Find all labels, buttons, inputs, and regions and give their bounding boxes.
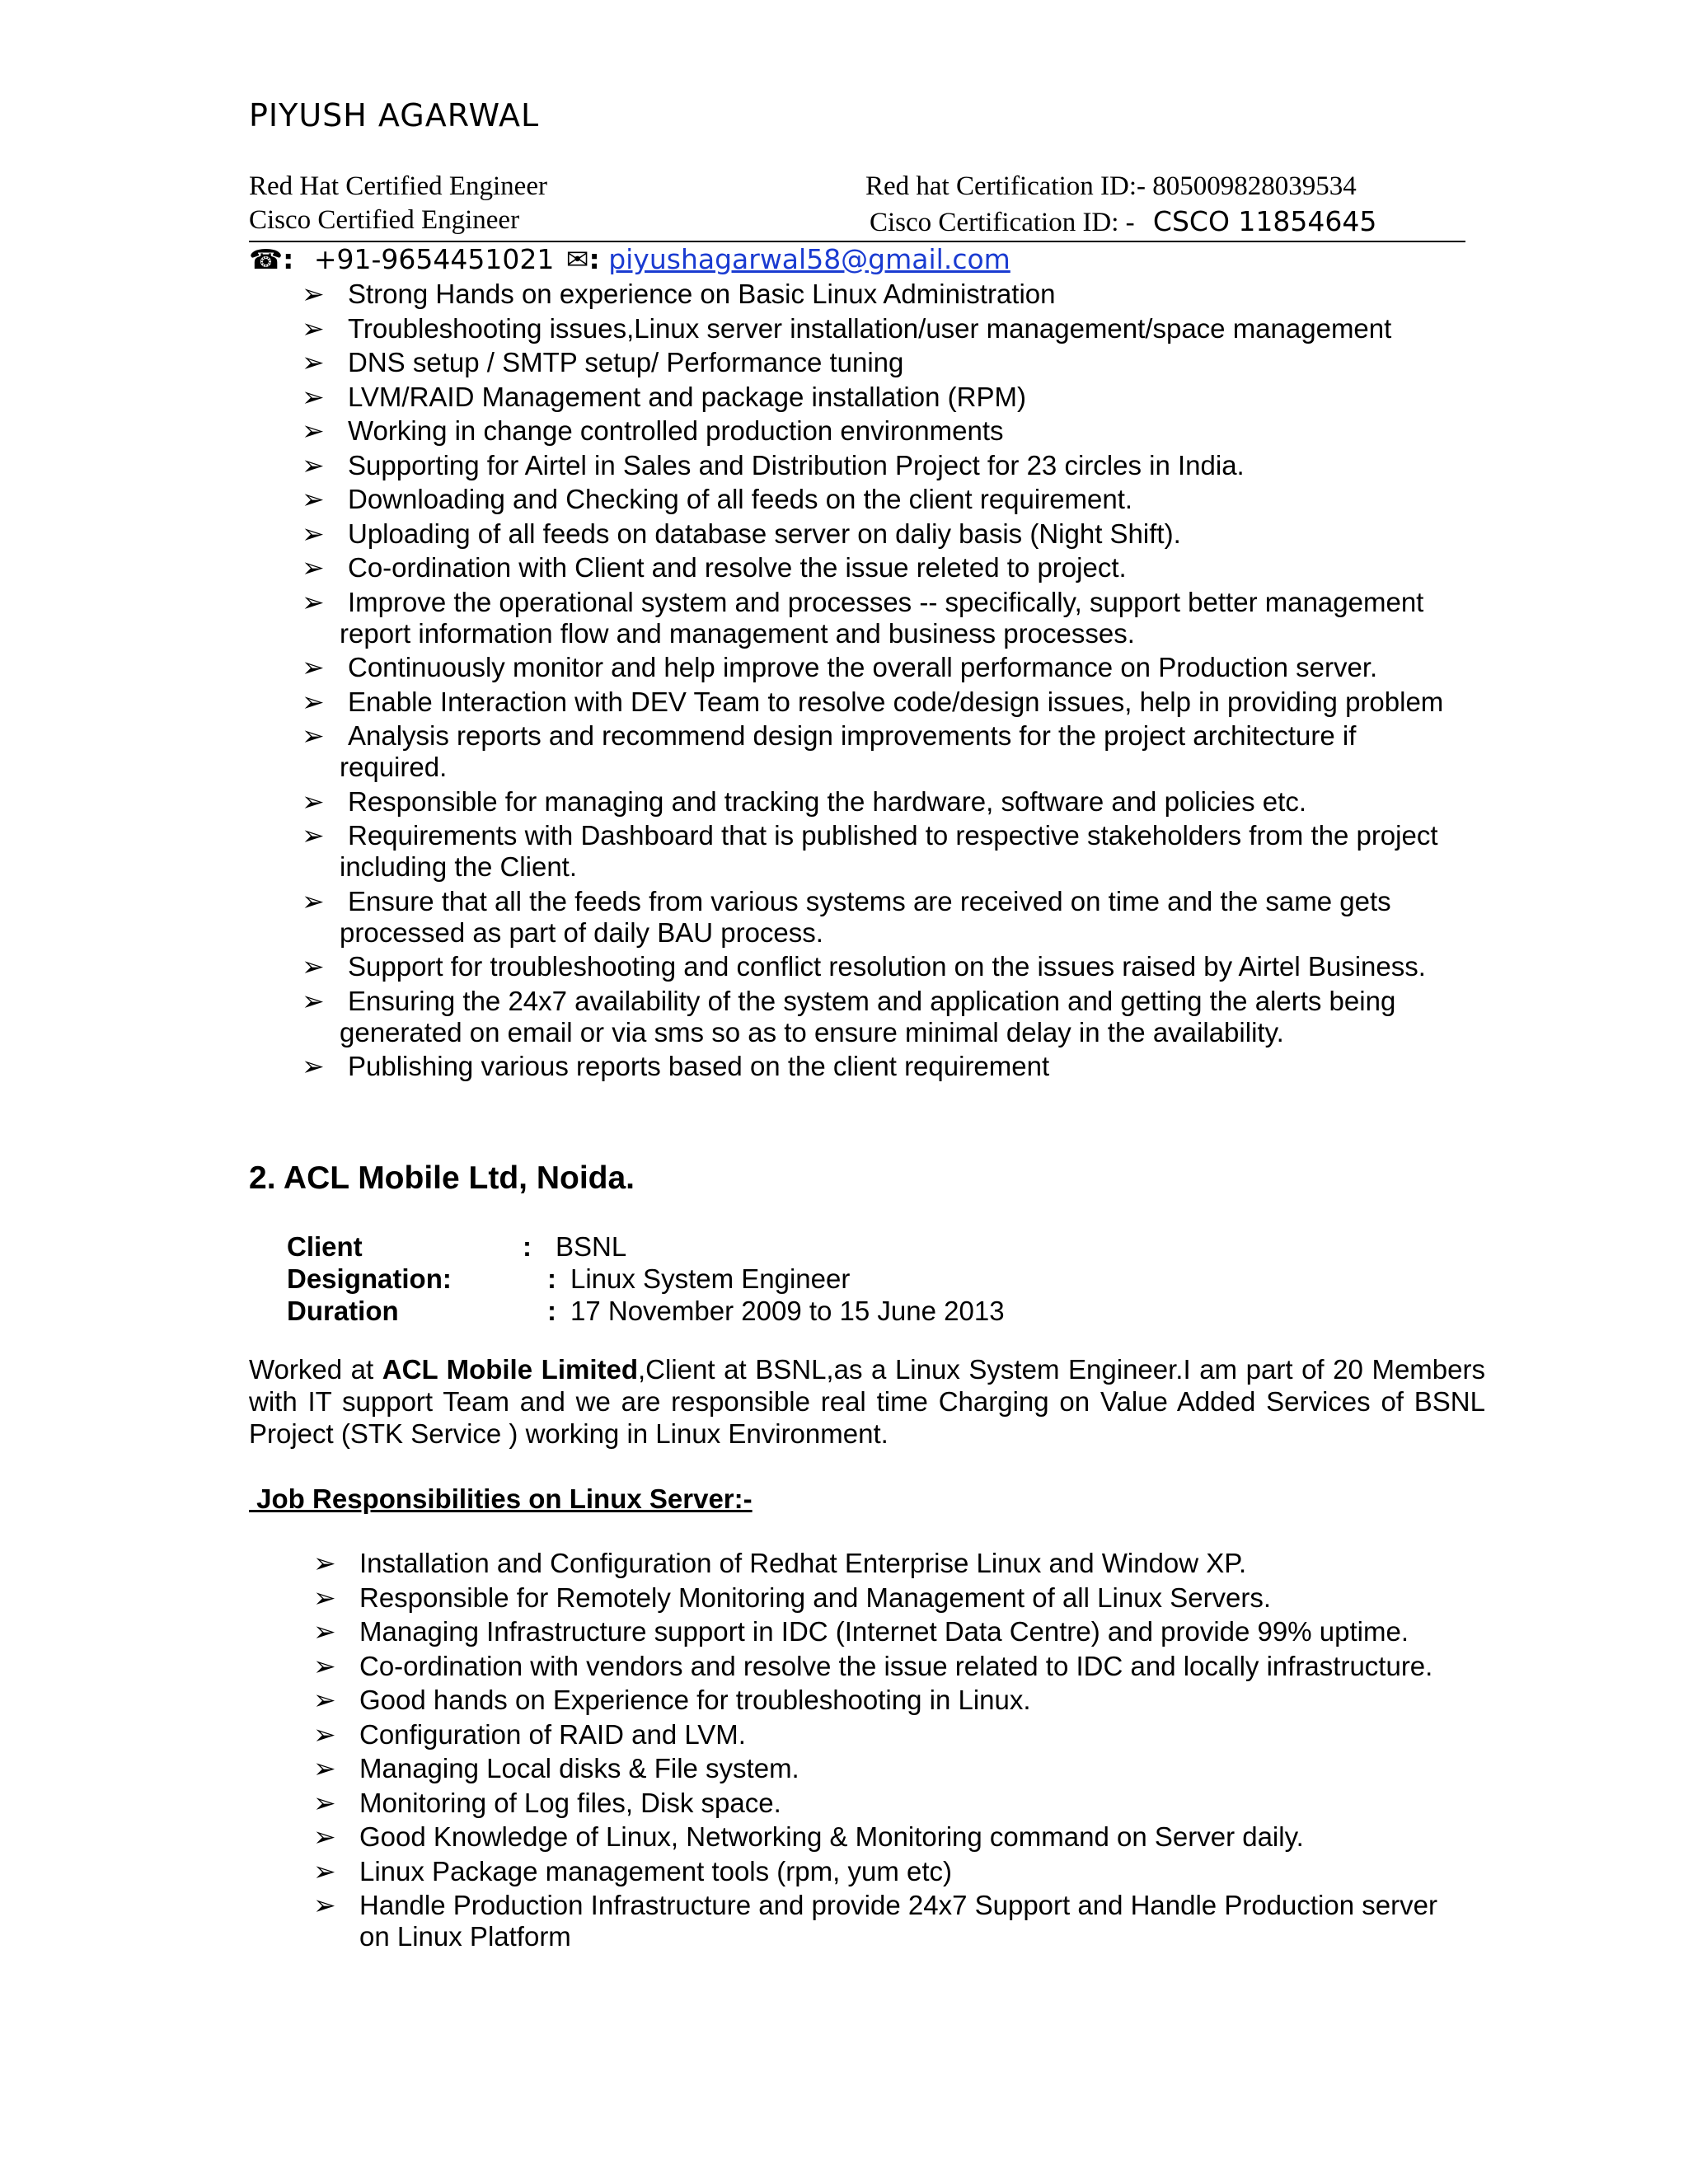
arrow-bullet-icon: ➢ (302, 686, 325, 717)
arrow-bullet-icon: ➢ (302, 312, 325, 344)
list-item (0, 1719, 1437, 1750)
list-item (0, 886, 1443, 949)
list-item-text: Strong Hands on experience on Basic Linux Administration (348, 279, 1056, 309)
list-item-text: Good Knowledge of Linux, Networking & Monitoring command on Server daily. (359, 1821, 1304, 1852)
list-item-text: Support for troubleshooting and conflict resolution on the issues raised by Airtel Business. (348, 951, 1426, 982)
list-item (0, 313, 1443, 344)
list-item (0, 1548, 1437, 1579)
phone-icon: ☎: (249, 243, 294, 275)
cert1-id (865, 171, 1357, 202)
list-item-text: DNS setup / SMTP setup/ Performance tuning (348, 347, 904, 377)
arrow-bullet-icon: ➢ (302, 449, 325, 480)
duration-label: Duration (287, 1296, 399, 1326)
phone-number: +91-9654451021 (313, 243, 555, 275)
list-item (0, 450, 1443, 481)
list-item (0, 382, 1443, 413)
arrow-bullet-icon: ➢ (302, 652, 325, 682)
list-item-text: Working in change controlled production environments (348, 415, 1004, 446)
list-item (0, 786, 1443, 818)
list-item-continuation: report information flow and management and business processes. (340, 617, 1135, 649)
list-item (0, 820, 1443, 883)
designation-value: Linux System Engineer (570, 1263, 851, 1294)
client-colon: : (523, 1231, 532, 1262)
list-item-text: Continuously monitor and help improve the overall performance on Production server. (348, 652, 1378, 682)
arrow-bullet-icon: ➢ (302, 552, 325, 583)
arrow-bullet-icon: ➢ (313, 1685, 336, 1715)
list-item (0, 1788, 1437, 1819)
list-item (0, 552, 1443, 583)
cert2-id (870, 205, 1376, 238)
arrow-bullet-icon: ➢ (302, 885, 325, 916)
cert1-id-value: 805009828039534 (1152, 171, 1357, 201)
cert2-title: Cisco Certified Engineer (249, 205, 520, 235)
arrow-bullet-icon: ➢ (302, 985, 325, 1016)
arrow-bullet-icon: ➢ (302, 279, 325, 309)
list-item-text: Good hands on Experience for troubleshooting in Linux. (359, 1685, 1031, 1715)
arrow-bullet-icon: ➢ (313, 1718, 336, 1750)
email-icon: ✉: (565, 243, 600, 275)
client-value: BSNL (556, 1231, 627, 1262)
list-item (0, 279, 1443, 310)
job-responsibilities-heading: Job Responsibilities on Linux Server:- (249, 1483, 753, 1514)
arrow-bullet-icon: ➢ (313, 1582, 336, 1613)
list-item (0, 1753, 1437, 1784)
list-item-text: Troubleshooting issues,Linux server installation/user management/space management (348, 312, 1392, 344)
list-item-text: Improve the operational system and processes -- specifically, support better management (348, 586, 1424, 617)
list-item-text: Publishing various reports based on the client requirement (348, 1051, 1050, 1081)
list-item-text: Responsible for managing and tracking the hardware, software and policies etc. (348, 785, 1306, 817)
duration-colon: : (547, 1296, 556, 1326)
arrow-bullet-icon: ➢ (302, 1051, 325, 1081)
arrow-bullet-icon: ➢ (302, 381, 325, 412)
list-item-continuation: processed as part of daily BAU process. (340, 916, 823, 948)
client-label: Client (287, 1231, 363, 1262)
list-item-continuation: on Linux Platform (359, 1921, 571, 1952)
list-item-text: Configuration of RAID and LVM. (359, 1718, 746, 1750)
cert2-id-value: CSCO 11854645 (1152, 205, 1377, 237)
list-item-text: Ensuring the 24x7 availability of the system and application and getting the alerts being (348, 985, 1396, 1016)
list-item (0, 652, 1443, 683)
list-item-text: Installation and Configuration of Redhat Enterprise Linux and Window XP. (359, 1548, 1247, 1578)
list-item-text: Ensure that all the feeds from various systems are received on time and the same gets (348, 885, 1391, 916)
list-item (0, 415, 1443, 447)
list-item-text: Analysis reports and recommend design improvements for the project architecture if (348, 720, 1357, 751)
list-item (0, 720, 1443, 783)
arrow-bullet-icon: ➢ (302, 586, 325, 617)
arrow-bullet-icon: ➢ (313, 1787, 336, 1818)
arrow-bullet-icon: ➢ (302, 347, 325, 377)
list-item-text: LVM/RAID Management and package installation (RPM) (348, 381, 1026, 412)
cert1-id-label: Red hat Certification ID:- (865, 171, 1146, 201)
list-item (0, 1890, 1437, 1952)
list-item (0, 1685, 1437, 1716)
list-item (0, 1051, 1443, 1082)
arrow-bullet-icon: ➢ (313, 1821, 336, 1852)
candidate-name: PIYUSH AGARWAL (249, 97, 540, 134)
list-item (0, 347, 1443, 378)
list-item-text: Uploading of all feeds on database server on daliy basis (Night Shift). (348, 518, 1181, 549)
arrow-bullet-icon: ➢ (313, 1650, 336, 1681)
cert2-id-label: Cisco Certification ID: - (870, 208, 1135, 237)
list-item-text: Managing Local disks & File system. (359, 1753, 799, 1783)
list-item-text: Co-ordination with Client and resolve the issue releted to project. (348, 552, 1127, 583)
arrow-bullet-icon: ➢ (302, 720, 325, 751)
arrow-bullet-icon: ➢ (302, 415, 325, 446)
list-item (0, 484, 1443, 515)
header-divider (249, 241, 1465, 242)
arrow-bullet-icon: ➢ (302, 518, 325, 549)
list-item (0, 518, 1443, 550)
duration-value: 17 November 2009 to 15 June 2013 (570, 1296, 1005, 1326)
list-item-text: Handle Production Infrastructure and provide 24x7 Support and Handle Production server (359, 1890, 1437, 1920)
arrow-bullet-icon: ➢ (302, 785, 325, 817)
arrow-bullet-icon: ➢ (313, 1548, 336, 1578)
arrow-bullet-icon: ➢ (313, 1890, 336, 1920)
acl-description: Worked at ACL Mobile Limited,Client at BSNL,as a Linux System Engineer.I am part of 20 Members with IT support Team and we are responsible real time Charging on Value Added Services of BSNL Project (STK Service ) working in Linux Environment. (249, 1354, 1485, 1449)
list-item (0, 687, 1443, 718)
list-item-text: Requirements with Dashboard that is published to respective stakeholders from the project (348, 820, 1438, 851)
email-link[interactable]: piyushagarwal58@gmail.com (608, 243, 1010, 275)
list-item (0, 1821, 1437, 1853)
list-item-text: Downloading and Checking of all feeds on the client requirement. (348, 484, 1133, 514)
list-item (0, 1616, 1437, 1647)
list-item (0, 587, 1443, 649)
designation-label: Designation: (287, 1263, 452, 1294)
list-item (0, 1582, 1437, 1614)
cert1-title: Red Hat Certified Engineer (249, 171, 547, 201)
arrow-bullet-icon: ➢ (302, 951, 325, 982)
list-item-text: Linux Package management tools (rpm, yum etc) (359, 1855, 952, 1886)
list-item (0, 951, 1443, 982)
list-item-continuation: including the Client. (340, 851, 578, 882)
list-item-continuation: generated on email or via sms so as to ensure minimal delay in the availability. (340, 1016, 1284, 1047)
list-item (0, 1856, 1437, 1887)
section-title-acl: 2. ACL Mobile Ltd, Noida. (249, 1160, 635, 1196)
list-item-text: Supporting for Airtel in Sales and Distribution Project for 23 circles in India. (348, 449, 1245, 480)
list-item-continuation: required. (340, 752, 448, 782)
list-item (0, 986, 1443, 1048)
arrow-bullet-icon: ➢ (313, 1616, 336, 1647)
list-item-text: Co-ordination with vendors and resolve the issue related to IDC and locally infrastructure. (359, 1650, 1433, 1681)
responsibility-bullet-list (0, 1548, 1437, 1956)
list-item-text: Responsible for Remotely Monitoring and Management of all Linux Servers. (359, 1582, 1272, 1613)
arrow-bullet-icon: ➢ (302, 820, 325, 851)
list-item-text: Managing Infrastructure support in IDC (Internet Data Centre) and provide 99% uptime. (359, 1616, 1409, 1647)
arrow-bullet-icon: ➢ (302, 484, 325, 514)
arrow-bullet-icon: ➢ (313, 1855, 336, 1886)
summary-bullet-list (0, 279, 1443, 1085)
list-item (0, 1651, 1437, 1682)
list-item-text: Monitoring of Log files, Disk space. (359, 1787, 781, 1818)
designation-colon: : (547, 1263, 556, 1294)
list-item-text: Enable Interaction with DEV Team to resolve code/design issues, help in providing problem (348, 686, 1444, 717)
company-name: ACL Mobile Limited (382, 1354, 638, 1385)
arrow-bullet-icon: ➢ (313, 1753, 336, 1783)
contact-line (249, 243, 1010, 275)
